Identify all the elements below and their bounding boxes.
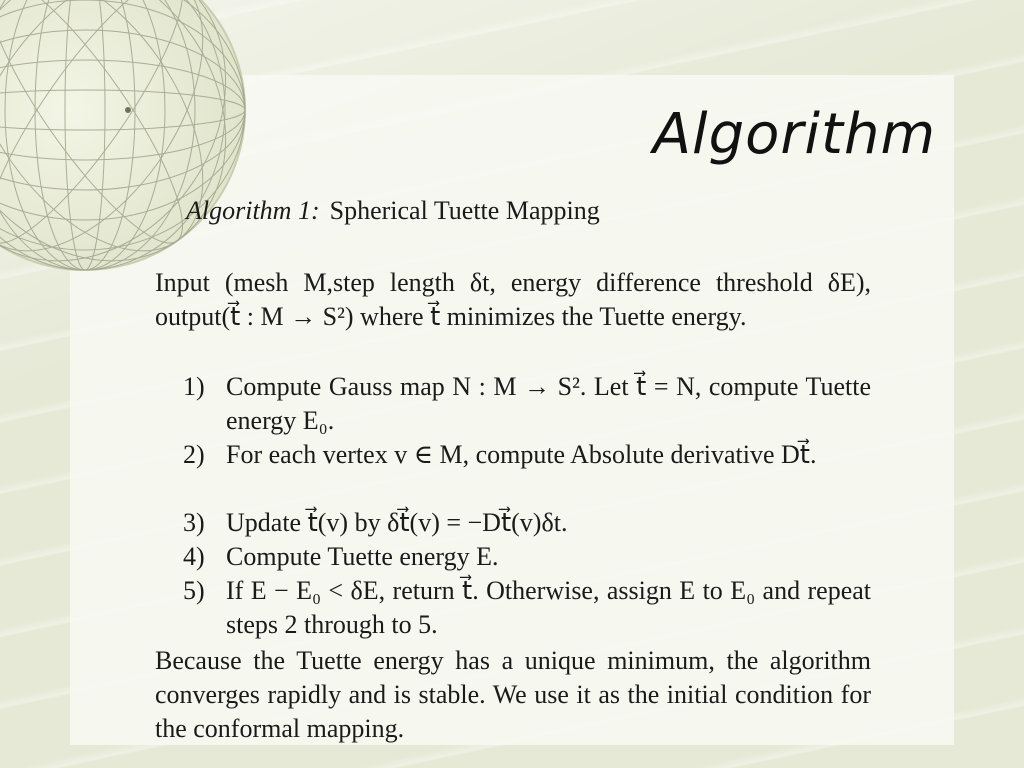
step-text: Compute Gauss map N : M → S². Let t⃗ = N, compute Tuette energy E₀. [226,372,871,435]
algorithm-step [183,370,871,438]
step-text: Compute Tuette energy E. [226,542,499,571]
algorithm-input-output: Input (mesh M,step length δt, energy difference threshold δE), output(t⃗ : M → S²) where t⃗ minimizes the Tuette energy. [155,268,871,331]
algorithm-name: Spherical Tuette Mapping [329,196,600,225]
step-text: For each vertex v ∈ M, compute Absolute derivative Dt⃗. [226,440,817,469]
step-number: 1) [183,372,205,401]
algorithm-step [183,438,871,472]
algorithm-label: Algorithm 1: [186,196,320,225]
algorithm-step [183,506,871,540]
algorithm-step [183,574,871,642]
algorithm-heading [186,196,600,226]
slide-title: Algorithm [652,102,936,167]
step-number: 2) [183,440,205,469]
step-text: If E − E₀ < δE, return t⃗. Otherwise, assign E to E₀ and repeat steps 2 through to 5. [226,576,871,639]
step-number: 5) [183,576,205,605]
algorithm-step [183,540,871,574]
wireframe-globe-icon [0,0,250,290]
step-text: Update t⃗(v) by δt⃗(v) = −Dt⃗(v)δt. [226,508,568,537]
step-number: 3) [183,508,205,537]
step-number: 4) [183,542,205,571]
algorithm-conclusion: Because the Tuette energy has a unique minimum, the algorithm converges rapidly and is stable. We use it as the initial condition for the conformal mapping. [155,646,871,743]
